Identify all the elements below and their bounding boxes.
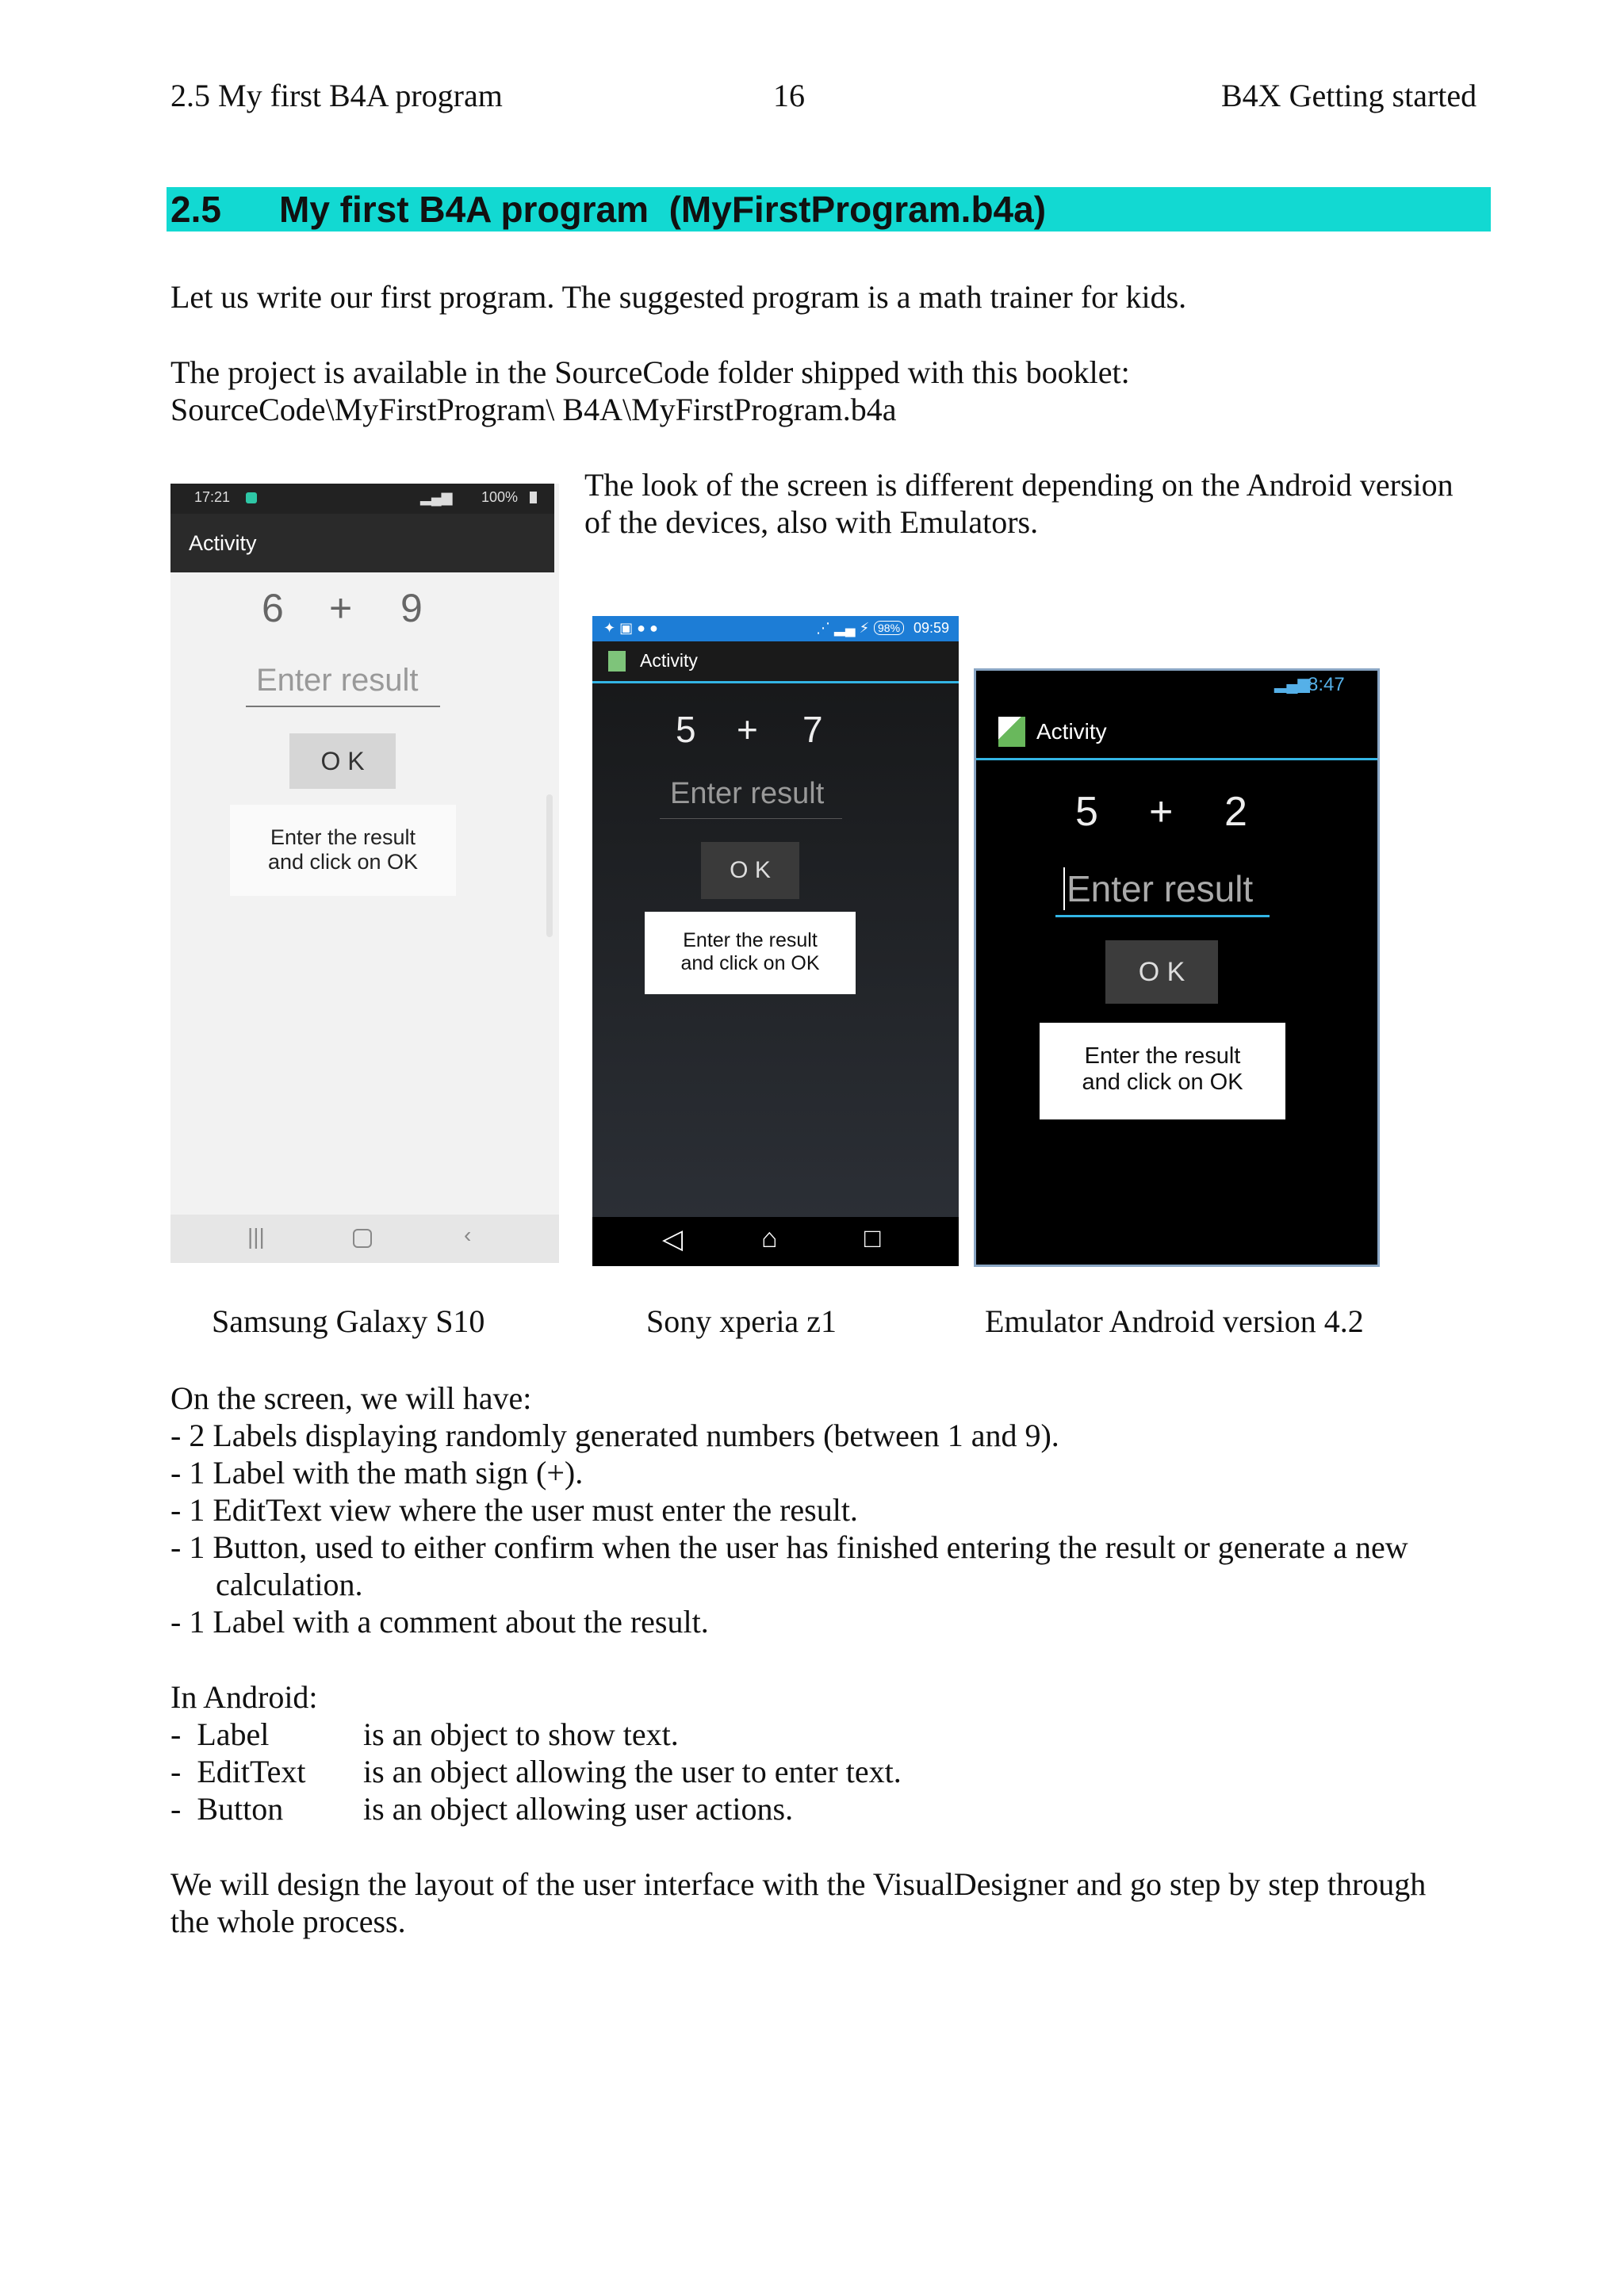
status-bar (592, 616, 959, 641)
back-icon[interactable]: ◁ (662, 1224, 684, 1254)
project-line-2: SourceCode\MyFirstProgram\ B4A\MyFirstProgram.b4a (170, 392, 897, 427)
result-hint: Enter result (1063, 867, 1253, 910)
battery-level: 100% (481, 489, 519, 505)
number-1-label: 5 (676, 709, 696, 750)
screen-item: - 1 Label with the math sign (+). (170, 1455, 584, 1490)
project-line-1: The project is available in the SourceCode folder shipped with this booklet: (170, 354, 1130, 390)
activity-title: Activity (640, 650, 698, 671)
result-hint: Enter result (670, 777, 825, 810)
number-1-label: 5 (1075, 789, 1098, 835)
closing-line-1: We will design the layout of the user interface with the VisualDesigner and go step by step through (170, 1866, 1427, 1902)
result-input[interactable] (246, 658, 440, 707)
comment-line-2: and click on OK (1082, 1070, 1243, 1095)
app-icon (608, 651, 626, 672)
screen-item-continued: calculation. (216, 1567, 363, 1602)
section-title: My first B4A program (MyFirstProgram.b4a) (279, 189, 1047, 230)
look-line-2: of the devices, also with Emulators. (584, 504, 1039, 540)
page-number: 16 (773, 78, 805, 113)
android-item-desc: is an object allowing the user to enter text. (363, 1754, 902, 1789)
sign-label: + (737, 709, 758, 750)
result-comment (1040, 1023, 1285, 1119)
activity-title: Activity (1036, 719, 1107, 744)
sign-label: + (329, 586, 353, 630)
home-icon[interactable]: ⌂ (761, 1223, 778, 1253)
android-item-desc: is an object to show text. (363, 1716, 679, 1752)
screen-item: - 1 Button, used to either confirm when the user has finished entering the result or generate a new (170, 1529, 1408, 1565)
recents-icon[interactable]: □ (864, 1223, 881, 1253)
number-1-label: 6 (262, 586, 284, 630)
header-right: B4X Getting started (1221, 78, 1477, 113)
scrollbar[interactable] (546, 794, 553, 937)
sign-label: + (1149, 789, 1174, 835)
recents-icon[interactable]: ||| (247, 1224, 265, 1249)
status-bar (170, 484, 554, 514)
screen-intro: On the screen, we will have: (170, 1380, 532, 1416)
result-comment (230, 805, 456, 896)
android-item-desc: is an object allowing user actions. (363, 1791, 794, 1827)
signal-icon: ⋰ ▂▄ ⚡ (816, 620, 870, 636)
number-2-label: 2 (1224, 789, 1247, 835)
signal-icon: ▂▄▆ (420, 489, 453, 505)
number-2-label: 9 (400, 586, 423, 630)
screen-item: - 1 Label with a comment about the result. (170, 1604, 709, 1640)
android-item-name: - EditText (170, 1754, 306, 1789)
result-hint: Enter result (256, 663, 419, 698)
app-icon (998, 717, 1025, 747)
result-input[interactable] (660, 771, 842, 819)
caption-emulator: Emulator Android version 4.2 (985, 1303, 1364, 1339)
action-bar (592, 641, 959, 683)
android-intro: In Android: (170, 1679, 318, 1715)
comment-line-1: Enter the result (1084, 1043, 1241, 1069)
look-line-1: The look of the screen is different depending on the Android version (584, 467, 1454, 503)
emulator-screenshot (974, 668, 1380, 1267)
comment-line-1: Enter the result (270, 825, 416, 849)
status-bar (976, 671, 1377, 699)
screen-item: - 2 Labels displaying randomly generated numbers (between 1 and 9). (170, 1418, 1059, 1453)
action-bar (170, 514, 554, 572)
home-icon[interactable] (353, 1229, 372, 1248)
comment-line-1: Enter the result (683, 929, 818, 951)
status-icons-left: ✦ ▣ ● ● (603, 620, 658, 636)
status-time: 17:21 (194, 489, 231, 505)
navigation-bar (170, 1215, 559, 1263)
ok-button[interactable]: O K (1105, 940, 1218, 1004)
screen-item: - 1 EditText view where the user must enter the result. (170, 1492, 858, 1528)
android-item-name: - Button (170, 1791, 284, 1827)
navigation-bar (592, 1217, 959, 1266)
ok-button[interactable]: O K (701, 842, 799, 899)
status-time: 8:47 (1308, 674, 1345, 695)
caption-samsung: Samsung Galaxy S10 (212, 1303, 485, 1339)
section-number: 2.5 (170, 189, 221, 230)
samsung-screenshot (170, 484, 559, 1263)
intro-paragraph: Let us write our first program. The suggested program is a math trainer for kids. (170, 279, 1187, 315)
result-comment (645, 912, 856, 994)
sony-screenshot (592, 616, 959, 1266)
comment-line-2: and click on OK (680, 952, 820, 974)
activity-title: Activity (189, 531, 257, 555)
section-heading (167, 187, 1491, 232)
status-time: 09:59 (914, 620, 950, 636)
battery-icon (530, 492, 537, 503)
notification-icon (246, 492, 257, 503)
header-left: 2.5 My first B4A program (170, 78, 503, 113)
result-input[interactable] (1055, 861, 1270, 917)
caption-sony: Sony xperia z1 (646, 1303, 837, 1339)
back-icon[interactable]: ‹ (464, 1223, 472, 1247)
signal-icon: ▂▄▆ (1274, 675, 1310, 693)
closing-line-2: the whole process. (170, 1904, 406, 1939)
number-2-label: 7 (802, 709, 823, 750)
action-bar (976, 699, 1377, 760)
battery-level: 98% (874, 621, 904, 635)
android-item-name: - Label (170, 1716, 270, 1752)
ok-button[interactable]: O K (289, 733, 396, 789)
comment-line-2: and click on OK (267, 850, 419, 874)
